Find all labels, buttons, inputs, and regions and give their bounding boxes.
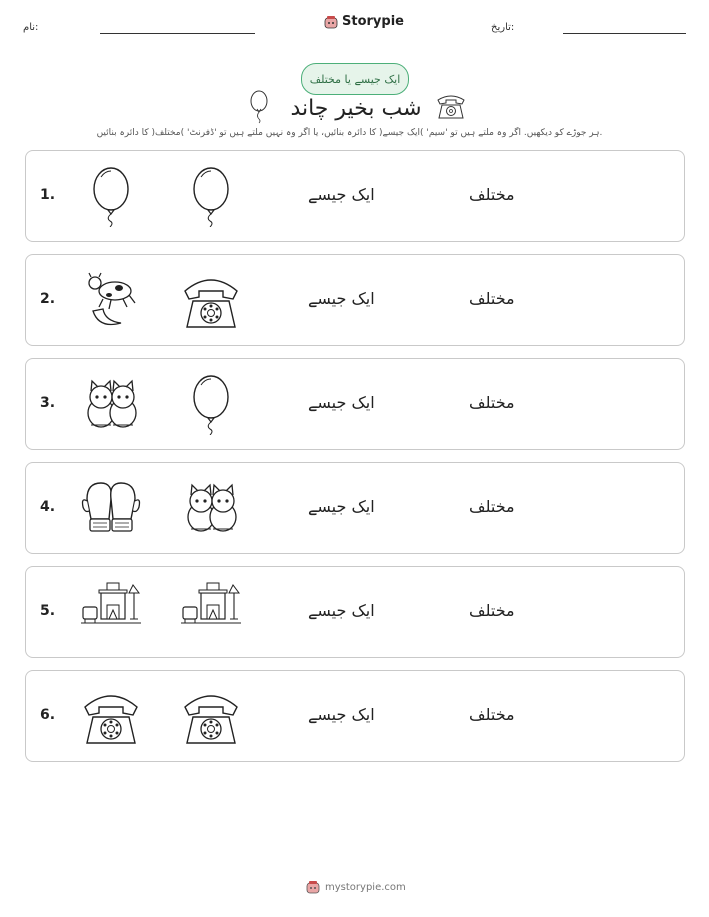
- different-option[interactable]: مختلف: [469, 497, 515, 516]
- footer: [306, 880, 406, 894]
- telephone-icon: [434, 91, 468, 121]
- row-number: 5.: [40, 603, 56, 619]
- balloon-icon: [81, 165, 141, 227]
- telephone-icon: [81, 685, 141, 747]
- different-option[interactable]: مختلف: [469, 705, 515, 724]
- same-option[interactable]: ایک جیسے: [308, 289, 375, 308]
- row-number: 2.: [40, 291, 56, 307]
- fireplace-room-icon: [181, 581, 241, 643]
- same-option[interactable]: ایک جیسے: [308, 497, 375, 516]
- same-option[interactable]: ایک جیسے: [308, 705, 375, 724]
- different-option[interactable]: مختلف: [469, 289, 515, 308]
- mittens-icon: [81, 477, 141, 539]
- pair-row: [25, 358, 685, 450]
- storypie-logo-icon: [306, 880, 320, 894]
- same-option[interactable]: ایک جیسے: [308, 393, 375, 412]
- pair-row: [25, 254, 685, 346]
- telephone-icon: [181, 685, 241, 747]
- brand-name: Storypie: [342, 14, 404, 29]
- balloon-icon: [181, 373, 241, 435]
- same-option[interactable]: ایک جیسے: [308, 601, 375, 620]
- name-label: نام:: [23, 22, 39, 33]
- name-line[interactable]: [100, 33, 255, 34]
- pair-row: [25, 670, 685, 762]
- storypie-logo-icon: [324, 15, 338, 29]
- worksheet-type-badge: ایک جیسے یا مختلف: [301, 63, 409, 95]
- cow-jumping-over-moon-icon: [81, 269, 141, 331]
- date-label: تاریخ:: [491, 22, 515, 33]
- worksheet-title: شب بخیر چاند: [290, 96, 422, 121]
- different-option[interactable]: مختلف: [469, 393, 515, 412]
- fireplace-room-icon: [81, 581, 141, 643]
- balloon-icon: [248, 90, 270, 124]
- brand-logo: [324, 14, 404, 29]
- row-number: 4.: [40, 499, 56, 515]
- date-line[interactable]: [563, 33, 686, 34]
- balloon-icon: [181, 165, 241, 227]
- row-number: 6.: [40, 707, 56, 723]
- pair-row: [25, 150, 685, 242]
- telephone-icon: [181, 269, 241, 331]
- kittens-icon: [181, 477, 241, 539]
- kittens-icon: [81, 373, 141, 435]
- pair-row: [25, 462, 685, 554]
- same-option[interactable]: ایک جیسے: [308, 185, 375, 204]
- instructions-text: ہر جوڑے کو دیکھیں. اگر وہ ملتے ہیں تو 'سیم' )ایک جیسے( کا دائرہ بنائیں، یا اگر وہ نہیں ملتے ہیں تو 'ڈفرنٹ' )مختلف( کا دائرہ بنائیں.: [96, 128, 603, 138]
- pair-row: [25, 566, 685, 658]
- different-option[interactable]: مختلف: [469, 185, 515, 204]
- footer-url[interactable]: mystorypie.com: [325, 881, 406, 893]
- row-number: 3.: [40, 395, 56, 411]
- different-option[interactable]: مختلف: [469, 601, 515, 620]
- row-number: 1.: [40, 187, 56, 203]
